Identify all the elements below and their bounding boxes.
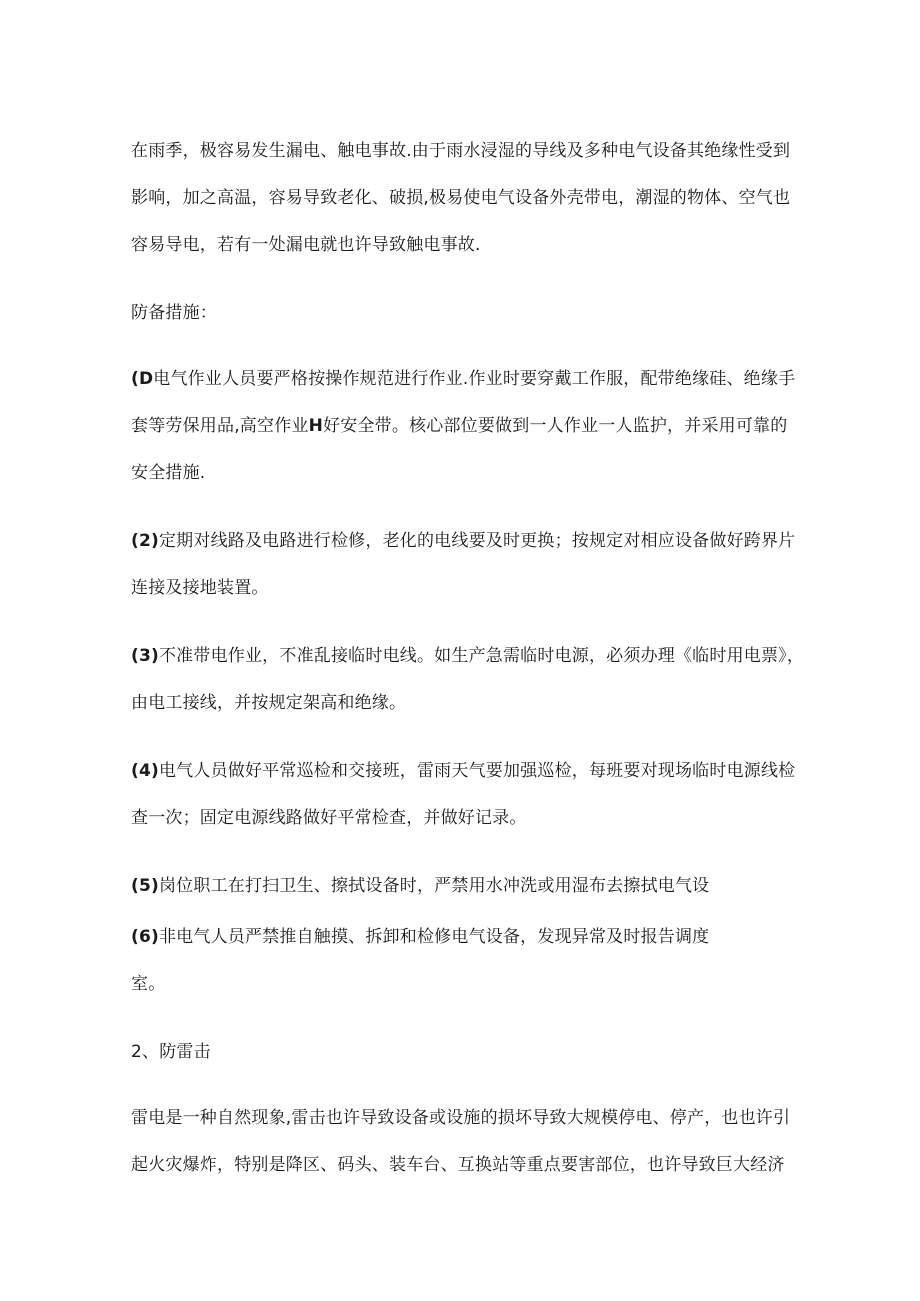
item-1-text-a: 套等劳保用品,高空作业 [131,416,309,436]
item-1-mark: H [308,416,324,436]
item-5-text: 岗位职工在打扫卫生、擦拭设备时，严禁用水冲洗或用湿布去擦拭电气设 [158,876,710,896]
item-1-number: (D [131,369,154,389]
intro-line-2: 影响，加之高温，容易导致老化、破损,极易使电气设备外壳带电，潮湿的物体、空气也 [131,188,791,208]
measures-heading: 防备措施： [131,303,217,323]
item-3-number: (3) [131,646,159,666]
item-4-number: (4) [131,761,159,781]
intro-line-1: 在雨季，极容易发生漏电、触电事故.由于雨水浸湿的导线及多种电气设备其绝缘性受到 [131,141,791,161]
item-2-number: (2) [131,531,159,551]
item-1-line-3: 安全措施. [131,463,206,483]
item-4-line-2: 查一次；固定电源线路做好平常检查，并做好记录。 [131,808,527,828]
item-3-text: 不准带电作业，不准乱接临时电线。如生产急需临时电源，必须办理《临时用电票》， [158,646,805,666]
item-6-line-2: 室。 [131,974,166,994]
item-1-text: 电气作业人员要严格按操作规范进行作业.作业时要穿戴工作服，配带绝缘硅、绝缘手 [153,369,796,389]
item-1-line-1 [131,367,795,391]
item-5-line-1 [131,874,709,898]
item-1-text-b: 好安全带。核心部位要做到一人作业一人监护，并采用可靠的 [323,416,788,436]
item-2-line-2: 连接及接地装置。 [131,578,269,598]
item-5-number: (5) [131,876,159,896]
item-2-text: 定期对线路及电路进行检修，老化的电线要及时更换；按规定对相应设备做好跨界片 [158,531,796,551]
item-4-text: 电气人员做好平常巡检和交接班，雷雨天气要加强巡检，每班要对现场临时电源线检 [158,761,796,781]
item-1-line-2 [131,414,787,438]
item-3-line-1 [131,644,804,668]
section-2-heading: 2、防雷击 [131,1042,211,1062]
section-2-line-2: 起火灾爆炸，特别是降区、码头、装车台、互换站等重点要害部位，也许导致巨大经济 [131,1155,785,1175]
item-4-line-1 [131,759,795,783]
item-3-line-2: 由电工接线，并按规定架高和绝缘。 [131,693,407,713]
item-6-text: 非电气人员严禁推自触摸、拆卸和检修电气设备，发现异常及时报告调度 [158,927,710,947]
item-2-line-1 [131,529,795,553]
item-6-number: (6) [131,927,159,947]
item-6-line-1 [131,925,709,949]
section-2-line-1: 雷电是一种自然现象,雷击也许导致设备或设施的损坏导致大规模停电、停产，也也许引 [131,1108,791,1128]
intro-line-3: 容易导电，若有一处漏电就也许导致触电事故. [131,235,481,255]
